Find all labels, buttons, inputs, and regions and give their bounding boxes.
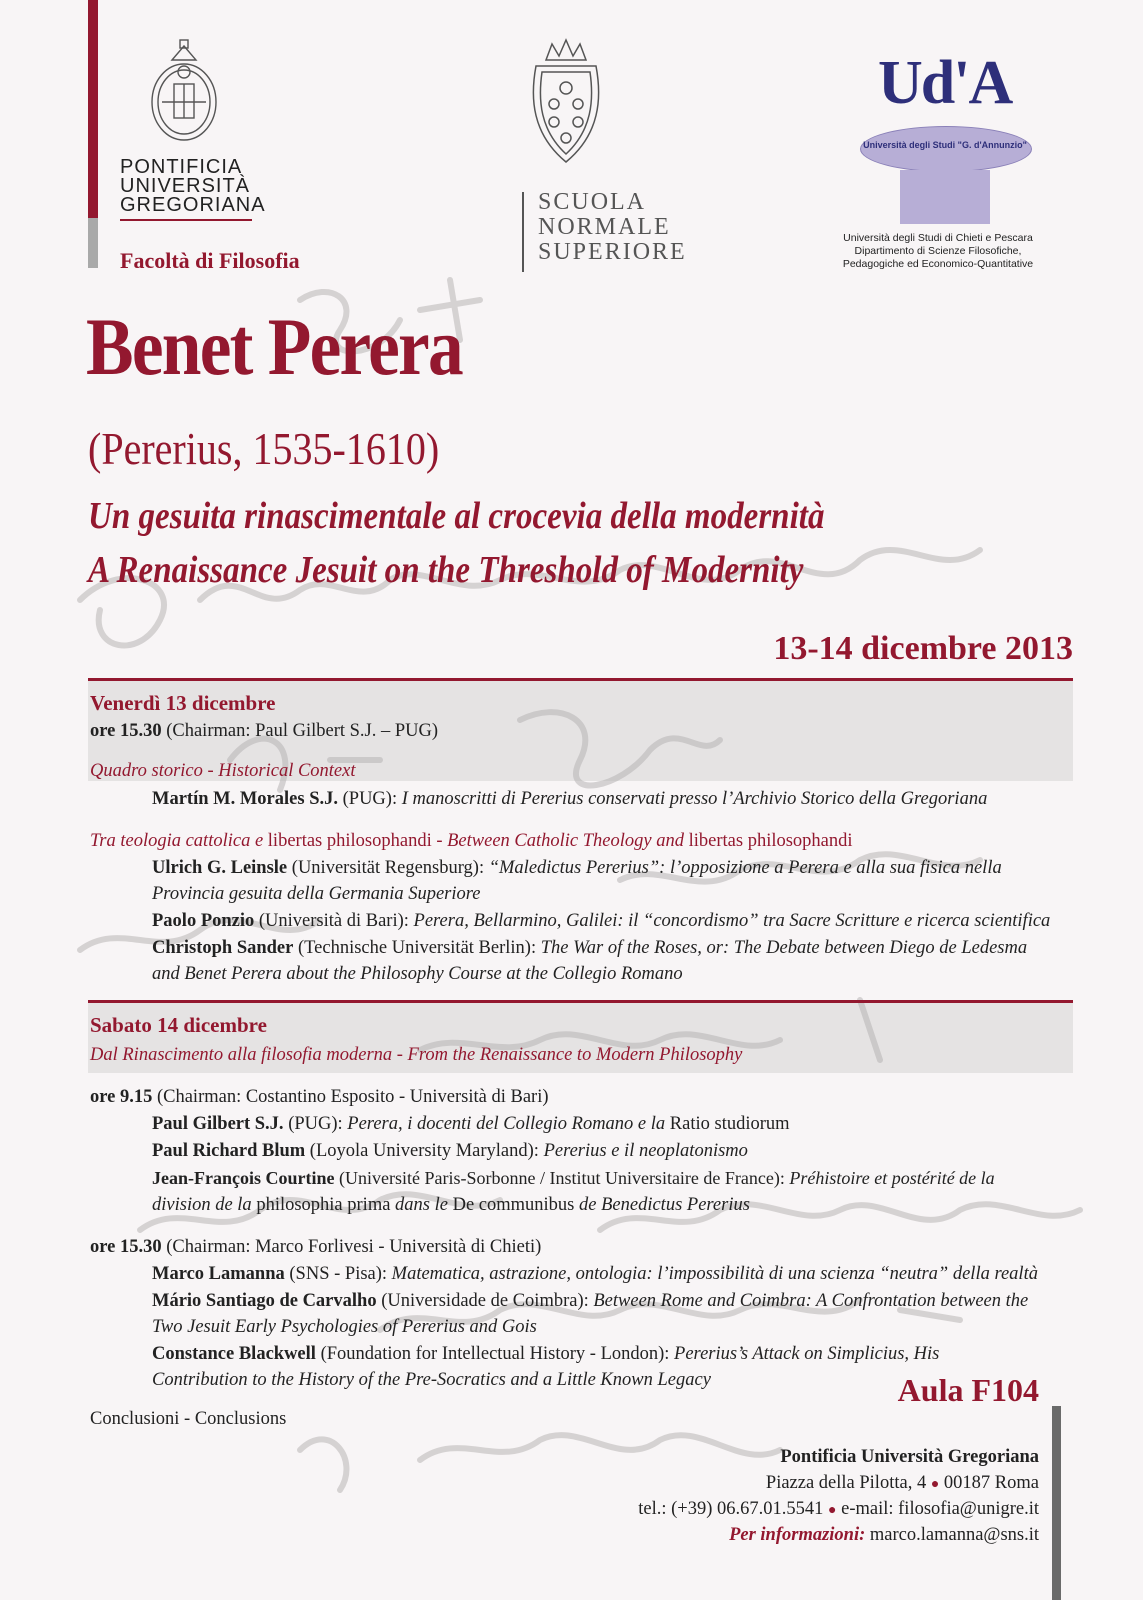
section-theology (90, 830, 853, 852)
pug-seal-icon (148, 38, 220, 142)
pug-red-bar (88, 0, 98, 218)
talk-title: “Maledictus Pererius”: l’opposizione a Perera e alla sua fisica nella (488, 858, 1002, 878)
talk-blackwell (152, 1343, 939, 1365)
speaker-name: Mário Santiago de Carvalho (152, 1291, 377, 1311)
page-title: Benet Perera (86, 301, 462, 392)
speaker-name: Martín M. Morales S.J. (152, 789, 338, 809)
sns-divider (522, 192, 524, 272)
section-part: libertas philosophandi (688, 831, 853, 851)
speaker-name: Marco Lamanna (152, 1264, 285, 1284)
venue-address (766, 1472, 1039, 1496)
section-historical: Quadro storico - Historical Context (90, 761, 356, 781)
talk-sander-cont: and Benet Perera about the Philosophy Course at the Collegio Romano (152, 964, 683, 984)
day2-heading: Sabato 14 dicembre (90, 1013, 267, 1037)
session-chair: (Chairman: Paul Gilbert S.J. – PUG) (166, 721, 439, 741)
section-part: libertas philosophandi (267, 831, 432, 851)
pug-underline (120, 219, 252, 221)
morning-session (90, 1086, 549, 1108)
subtitle-italian: Un gesuita rinascimentale al crocevia della modernità (88, 495, 825, 537)
speaker-name: Ulrich G. Leinsle (152, 858, 288, 878)
afternoon-session (90, 1236, 541, 1258)
speaker-affiliation: (Universität Regensburg): (291, 858, 485, 878)
talk-title: Pererius’s Attack on Simplicius, His (674, 1344, 940, 1364)
uda-caption-line1: Università degli Studi di Chieti e Pescara (843, 232, 1033, 244)
speaker-affiliation: (PUG): (288, 1114, 343, 1134)
venue-info (729, 1524, 1039, 1546)
speaker-affiliation: (Foundation for Intellectual History - London): (320, 1344, 670, 1364)
section-part: Tra teologia cattolica e (90, 831, 264, 851)
talk-carvalho-cont: Two Jesuit Early Psychologies of Pererius and Gois (152, 1317, 537, 1337)
sns-wordmark (538, 190, 687, 265)
venue-street: Piazza della Pilotta, 4 (765, 1473, 927, 1493)
bullet-icon: ● (930, 1477, 940, 1492)
pug-line2: UNIVERSITÀ (120, 175, 251, 197)
bullet-icon: ● (828, 1503, 837, 1518)
speaker-affiliation: (Universidade de Coimbra): (381, 1291, 589, 1311)
talk-blum (152, 1140, 748, 1162)
talk-gilbert (152, 1113, 790, 1135)
venue-contacts (638, 1498, 1039, 1522)
day1-heading: Venerdì 13 dicembre (90, 691, 276, 715)
uda-caption-line3: Pedagogiche ed Economico-Quantitative (842, 258, 1034, 270)
venue-bar (1052, 1406, 1061, 1600)
speaker-affiliation: (Université Paris-Sorbonne / Institut Universitaire de France): (338, 1168, 785, 1188)
session-time: ore 15.30 (90, 1237, 162, 1257)
session-time: ore 9.15 (90, 1087, 153, 1107)
faculty-name: Facoltà di Filosofia (120, 248, 300, 273)
venue-email[interactable]: e-mail: filosofia@unigre.it (841, 1499, 1039, 1519)
session-time: ore 15.30 (90, 721, 162, 741)
speaker-name: Paolo Ponzio (152, 911, 255, 931)
sns-line3: SUPERIORE (538, 239, 687, 265)
conclusions: Conclusioni - Conclusions (90, 1409, 287, 1429)
talk-title: Matematica, astrazione, ontologia: l’impossibilità di una scienza “neutra” (391, 1264, 949, 1284)
talk-courtine (152, 1167, 995, 1189)
uda-column (900, 170, 990, 224)
day2-theme: Dal Rinascimento alla filosofia moderna - From the Renaissance to Modern Philosophy (90, 1045, 743, 1065)
talk-title: I manoscritti di Pererius conservati presso l’Archivio Storico della Gregoriana (401, 789, 988, 809)
sns-line1: SCUOLA (538, 189, 647, 215)
subtitle-english: A Renaissance Jesuit on the Threshold of Modernity (88, 549, 804, 591)
speaker-name: Paul Gilbert S.J. (152, 1114, 284, 1134)
talk-leinsle (152, 857, 1002, 879)
pug-line1: PONTIFICIA (120, 156, 243, 178)
speaker-affiliation: (Loyola University Maryland): (309, 1141, 539, 1161)
talk-title: Ratio studiorum (669, 1114, 790, 1134)
sns-line2: NORMALE (538, 214, 671, 240)
talk-carvalho (152, 1290, 1028, 1312)
venue-room: Aula F104 (897, 1372, 1039, 1408)
talk-title: The War of the Roses, or: The Debate between Diego de Ledesma (540, 938, 1028, 958)
talk-title: philosophia prima (256, 1195, 391, 1215)
info-email[interactable]: marco.lamanna@sns.it (869, 1525, 1039, 1545)
speaker-affiliation: (SNS - Pisa): (289, 1264, 388, 1284)
venue-city: 00187 Roma (943, 1473, 1039, 1493)
talk-title: Préhistoire et postérité de la (789, 1168, 995, 1188)
speaker-name: Paul Richard Blum (152, 1141, 306, 1161)
uda-logo (860, 48, 1030, 228)
speaker-affiliation: (Università di Bari): (258, 911, 409, 931)
talk-title: Between Rome and Coimbra: A Confrontation between the (593, 1291, 1029, 1311)
venue-institution: Pontificia Università Gregoriana (780, 1447, 1039, 1467)
title-dates: (Pererius, 1535-1610) (88, 423, 440, 474)
talk-title: della realtà (952, 1264, 1038, 1284)
section-part: - Between Catholic Theology and (436, 831, 684, 851)
talk-title: de Benedictus Pererius (579, 1195, 750, 1215)
pug-wordmark (120, 158, 266, 215)
talk-lamanna (152, 1263, 1038, 1285)
speaker-name: Jean-François Courtine (152, 1168, 335, 1188)
info-label: Per informazioni: (729, 1525, 866, 1545)
day1-session (90, 720, 438, 742)
session-chair: (Chairman: Costantino Esposito - Università di Bari) (156, 1087, 549, 1107)
talk-title: Perera, i docenti del Collegio Romano e la (347, 1114, 666, 1134)
uda-logo-text: Ud'A (878, 49, 1012, 117)
talk-title: De communibus (452, 1195, 575, 1215)
talk-blackwell-cont: Contribution to the History of the Pre-Socratics and a Little Known Legacy (152, 1370, 711, 1390)
pug-gray-bar (88, 218, 98, 268)
venue-phone: tel.: (+39) 06.67.01.5541 (638, 1499, 824, 1519)
speaker-affiliation: (Technische Universität Berlin): (297, 938, 537, 958)
speaker-name: Christoph Sander (152, 938, 294, 958)
medici-crest-icon (526, 38, 606, 168)
talk-ponzio (152, 910, 1050, 932)
session-chair: (Chairman: Marco Forlivesi - Università di Chieti) (166, 1237, 542, 1257)
talk-title: division de la (152, 1195, 252, 1215)
uda-caption-line2: Dipartimento di Scienze Filosofiche, (854, 245, 1022, 257)
talk-title: Pererius e il neoplatonismo (543, 1141, 748, 1161)
pug-line3: GREGORIANA (120, 194, 266, 216)
speaker-affiliation: (PUG): (342, 789, 398, 809)
talk-title: dans le (395, 1195, 448, 1215)
talk-courtine-cont (152, 1194, 750, 1216)
talk-title: Perera, Bellarmino, Galilei: il “concordismo” tra Sacre Scritture e ricerca scientifica (413, 911, 1051, 931)
uda-caption (838, 232, 1038, 271)
event-dates: 13-14 dicembre 2013 (773, 630, 1073, 667)
talk-sander (152, 937, 1027, 959)
uda-ring-text: Università degli Studi "G. d'Annunzio" (863, 140, 1027, 150)
talk-morales (152, 788, 987, 810)
speaker-name: Constance Blackwell (152, 1344, 316, 1364)
talk-leinsle-cont: Provincia gesuita della Germania Superiore (152, 884, 481, 904)
